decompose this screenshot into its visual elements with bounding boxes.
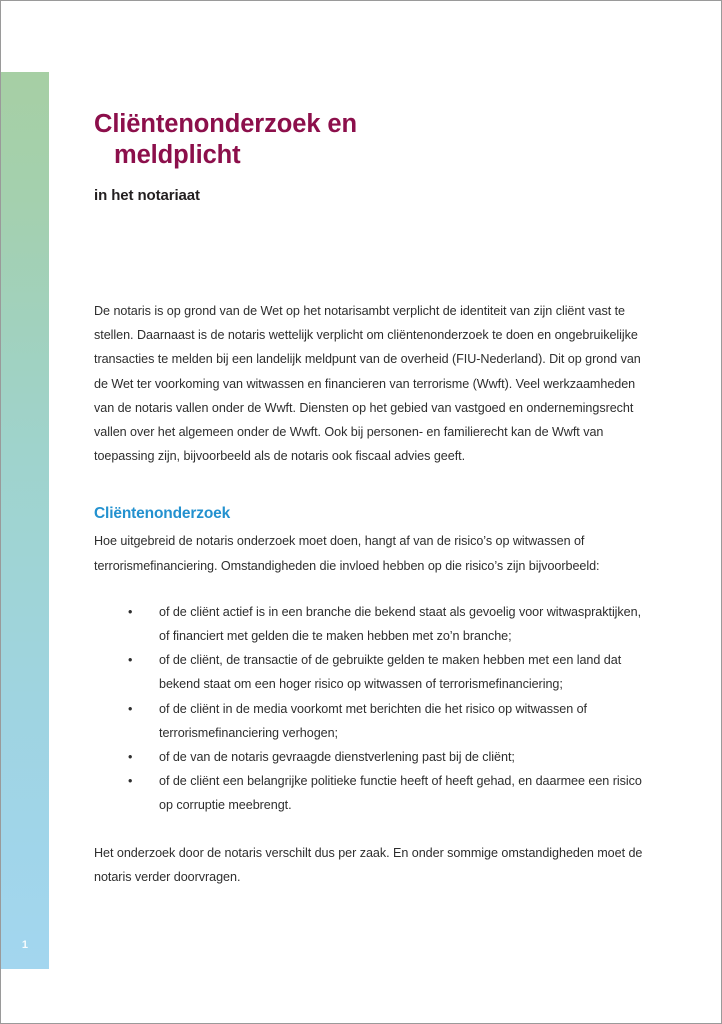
intro-paragraph: De notaris is op grond van de Wet op het notarisambt verplicht de identiteit van zijn cliënt vast te stellen. Daarnaast is de notaris wettelijk verplicht om cliëntenonderzoek te doen en ongebruikelijke transacties te melden bij een landelijk meldpunt van de overheid (FIU-Nederland). Dit op grond van de Wet ter voorkoming van witwassen en financieren van terrorisme (Wwft). Veel werkzaamheden van de notaris vallen onder de Wwft. Diensten op het gebied van vastgoed en ondernemingsrecht vallen over het algemeen onder de Wwft. Ook bij personen- en familierecht kan de Wwft van toepassing zijn, bijvoorbeeld als de notaris ook fiscaal advies geeft. — [94, 304, 641, 464]
list-item-label: of de van de notaris gevraagde dienstverlening past bij de cliënt; — [159, 750, 515, 765]
list-item — [94, 769, 646, 817]
risk-factors-bullet-list — [94, 578, 646, 818]
closing-paragraph: Het onderzoek door de notaris verschilt dus per zaak. En onder sommige omstandigheden moet de notaris verder doorvragen. — [94, 845, 643, 884]
section-heading-clientenonderzoek: Cliëntenonderzoek — [94, 505, 231, 523]
page-title-line-2: meldplicht — [114, 141, 241, 169]
page-title-line-1: Cliëntenonderzoek en — [94, 110, 357, 138]
list-item — [94, 600, 646, 648]
list-item-label: of de cliënt een belangrijke politieke functie heeft of heeft gehad, en daarmee een risico op corruptie meebrengt. — [159, 774, 642, 813]
bullet-icon: • — [128, 774, 133, 789]
document-content-column — [94, 1, 646, 889]
list-item — [94, 745, 646, 769]
page-subtitle: in het notariaat — [94, 187, 200, 204]
left-gradient-accent-bar — [1, 72, 49, 969]
bullet-icon: • — [128, 701, 133, 716]
list-item-label: of de cliënt actief is in een branche die bekend staat als gevoelig voor witwaspraktijken, of financiert met gelden die te maken hebben met zo’n branche; — [159, 604, 642, 644]
bullet-icon: • — [128, 750, 133, 765]
page-number: 1 — [21, 939, 29, 951]
bullet-icon: • — [128, 653, 133, 668]
list-item-label: of de cliënt, de transactie of de gebruikte gelden te maken hebben met een land dat bekend staat om een hoger risico op witwassen of terrorismefinanciering; — [159, 653, 622, 692]
list-item-label: of de cliënt in de media voorkomt met berichten die het risico op witwassen of terrorismefinanciering verhogen; — [159, 701, 588, 740]
bullet-icon: • — [128, 604, 133, 619]
list-item — [94, 648, 646, 696]
list-item — [94, 697, 646, 745]
section-intro-paragraph: Hoe uitgebreid de notaris onderzoek moet doen, hangt af van de risico’s op witwassen of terrorismefinanciering. Omstandigheden die invloed hebben op die risico’s zijn bijvoorbeeld: — [94, 534, 600, 573]
page-title — [94, 1, 646, 171]
